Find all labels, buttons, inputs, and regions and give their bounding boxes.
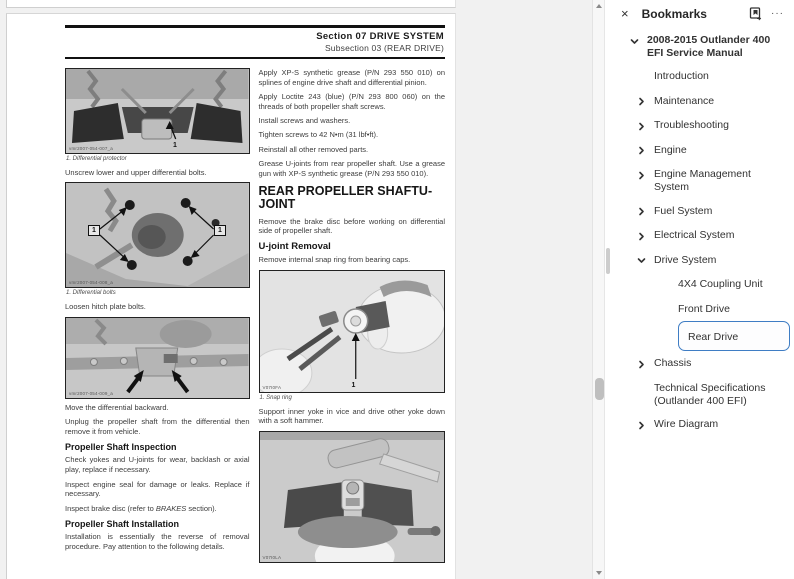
paragraph-apply-grease: Apply XP-S synthetic grease (P/N 293 550 010) on splines of engine drive shaft and differential pinion. [258, 68, 445, 87]
figure-caption: 1. Snap ring [259, 394, 292, 401]
callout-1: 1 [173, 142, 177, 149]
bookmark-item-introduction[interactable]: Introduction [605, 70, 794, 84]
page-header [65, 28, 445, 57]
heading-ujoint-removal: U-joint Removal [258, 241, 331, 253]
paragraph-reinstall-parts: Reinstall all other removed parts. [258, 144, 369, 154]
bookmark-item-drive-system[interactable]: Drive System [605, 254, 794, 268]
chevron-up-icon [596, 4, 602, 8]
add-bookmark-button[interactable] [749, 7, 762, 21]
paragraph-install-screws: Install screws and washers. [258, 116, 351, 126]
figure-watermark: vmr2007-054-007_a [69, 146, 113, 151]
figure-caption: 1. Differential bolts [66, 290, 116, 297]
heading-propeller-shaft-installation: Propeller Shaft Installation [65, 519, 180, 530]
bookmark-item-manual-root[interactable]: 2008-2015 Outlander 400 EFI Service Manual [605, 34, 794, 60]
chevron-down-icon[interactable] [637, 254, 654, 266]
subsection-title: Subsection 03 (REAR DRIVE) [324, 42, 444, 53]
chevron-right-icon[interactable] [637, 205, 654, 217]
paragraph-check-yokes: Check yokes and U-joints for wear, backlash or axial play, replace if necessary. [65, 455, 250, 475]
bookmark-item-wire-diagram[interactable]: Wire Diagram [605, 418, 794, 432]
paragraph-unplug-shaft: Unplug the propeller shaft from the differential then remove it from vehicle. [65, 416, 250, 436]
paragraph-move-differential: Move the differential backward. [65, 402, 169, 412]
pdf-page [6, 13, 456, 579]
paragraph-unscrew-bolts: Unscrew lower and upper differential bolts. [65, 168, 207, 177]
bookmark-item-engine[interactable]: Engine [605, 144, 794, 158]
panel-scrollbar-thumb[interactable] [606, 248, 610, 274]
figure-differential-bolts [65, 182, 250, 296]
heading-rear-propeller-shaft-ujoint: REAR PROPELLER SHAFTU-JOINT [258, 183, 433, 212]
underbody-illustration [66, 69, 249, 153]
bookmark-item-chassis[interactable]: Chassis [605, 357, 794, 371]
header-rule-bottom [65, 57, 445, 60]
paragraph-inspect-brake: Inspect brake disc (refer to BRAKES section). [65, 503, 217, 513]
left-column [65, 68, 250, 565]
bookmark-item-fuel-system[interactable]: Fuel System [605, 205, 794, 219]
vice-hammer-illustration [260, 432, 445, 562]
selected-bookmark-box[interactable]: Rear Drive [678, 321, 790, 351]
callout-1-left: 1 [88, 225, 100, 236]
chevron-right-icon[interactable] [637, 144, 654, 156]
figure-hitch-plate [65, 317, 250, 399]
bookmark-item-electrical-system[interactable]: Electrical System [605, 229, 794, 243]
add-bookmark-icon [749, 7, 762, 21]
scrollbar-thumb[interactable] [595, 378, 604, 400]
document-scrollbar[interactable] [592, 0, 604, 579]
bookmark-item-front-drive[interactable]: Front Drive [605, 303, 794, 317]
figure-snap-ring [259, 270, 446, 401]
photo-snap-ring-pliers [259, 270, 446, 393]
chevron-down-icon[interactable] [630, 34, 647, 46]
paragraph-support-yoke: Support inner yoke in vice and drive other yoke down with a soft hammer. [258, 406, 445, 426]
chevron-right-icon[interactable] [637, 357, 654, 369]
bookmarks-title: Bookmarks [641, 7, 707, 21]
callout-1: 1 [351, 381, 356, 389]
paragraph-remove-snap-ring: Remove internal snap ring from bearing caps. [258, 255, 411, 265]
bookmark-item-engine-management-system[interactable]: Engine Management System [605, 168, 794, 194]
paragraph-installation: Installation is essentially the reverse of removal procedure. Pay attention to the following details. [65, 532, 250, 552]
bookmarks-tree [605, 34, 794, 432]
previous-page-bottom [6, 0, 456, 8]
chevron-right-icon[interactable] [637, 418, 654, 430]
paragraph-apply-loctite: Apply Loctite 243 (blue) (P/N 293 800 060) on the threads of both propeller shaft screws. [258, 92, 445, 111]
bookmark-item-technical-specifications[interactable]: Technical Specifications (Outlander 400 EFI) [605, 382, 794, 408]
figure-caption: 1. Differential protector [66, 156, 127, 162]
photo-differential-protector [65, 68, 250, 154]
close-panel-button[interactable]: × [621, 6, 629, 21]
hitch-plate-illustration [66, 318, 249, 398]
paragraph-remove-brake-disc: Remove the brake disc before working on differential side of propeller shaft. [258, 216, 445, 236]
chevron-placeholder [661, 303, 678, 306]
figure-differential-protector [65, 68, 250, 162]
bookmark-item-rear-drive[interactable] [605, 327, 794, 351]
section-title: Section 07 DRIVE SYSTEM [316, 30, 444, 42]
chevron-right-icon[interactable] [637, 95, 654, 107]
photo-differential-bolts [65, 182, 250, 288]
bookmark-item-maintenance[interactable]: Maintenance [605, 95, 794, 109]
chevron-placeholder [637, 70, 654, 73]
paragraph-loosen-hitch: Loosen hitch plate bolts. [65, 302, 146, 312]
options-menu-button[interactable]: ··· [771, 8, 784, 19]
snap-ring-illustration [260, 271, 445, 392]
right-column [259, 68, 446, 565]
paragraph-grease-ujoints: Grease U-joints from rear propeller shaft. Use a grease gun with XP-S synthetic grease (P/N 293 550 010). [258, 159, 445, 178]
figure-watermark: V07I0FA [262, 384, 282, 390]
chevron-right-icon[interactable] [637, 168, 654, 180]
figure-watermark: vmr2007-054-008_a [69, 280, 113, 286]
bookmarks-header [605, 0, 794, 21]
bookmark-item-4x4-coupling-unit[interactable]: 4X4 Coupling Unit [605, 278, 794, 292]
chevron-right-icon[interactable] [637, 229, 654, 241]
chevron-placeholder [661, 278, 678, 281]
figure-vice-hammer [259, 431, 446, 563]
figure-watermark: vmr2007-054-009_a [69, 390, 113, 396]
photo-vice-hammer [259, 431, 446, 563]
bookmark-item-troubleshooting[interactable]: Troubleshooting [605, 119, 794, 133]
callout-1-right: 1 [214, 225, 226, 236]
brakes-reference: BRAKES [155, 503, 187, 513]
figure-watermark: V07I0LA [262, 554, 282, 560]
chevron-placeholder [637, 382, 654, 385]
bookmarks-panel [604, 0, 794, 579]
paragraph-inspect-seal: Inspect engine seal for damage or leaks. Replace if necessary. [65, 479, 250, 499]
chevron-placeholder [661, 327, 678, 330]
chevron-down-icon [596, 571, 602, 575]
photo-hitch-plate [65, 317, 250, 399]
paragraph-tighten-screws: Tighten screws to 42 N•m (31 lbf•ft). [258, 130, 379, 140]
chevron-right-icon[interactable] [637, 119, 654, 131]
heading-propeller-shaft-inspection: Propeller Shaft Inspection [65, 442, 177, 453]
